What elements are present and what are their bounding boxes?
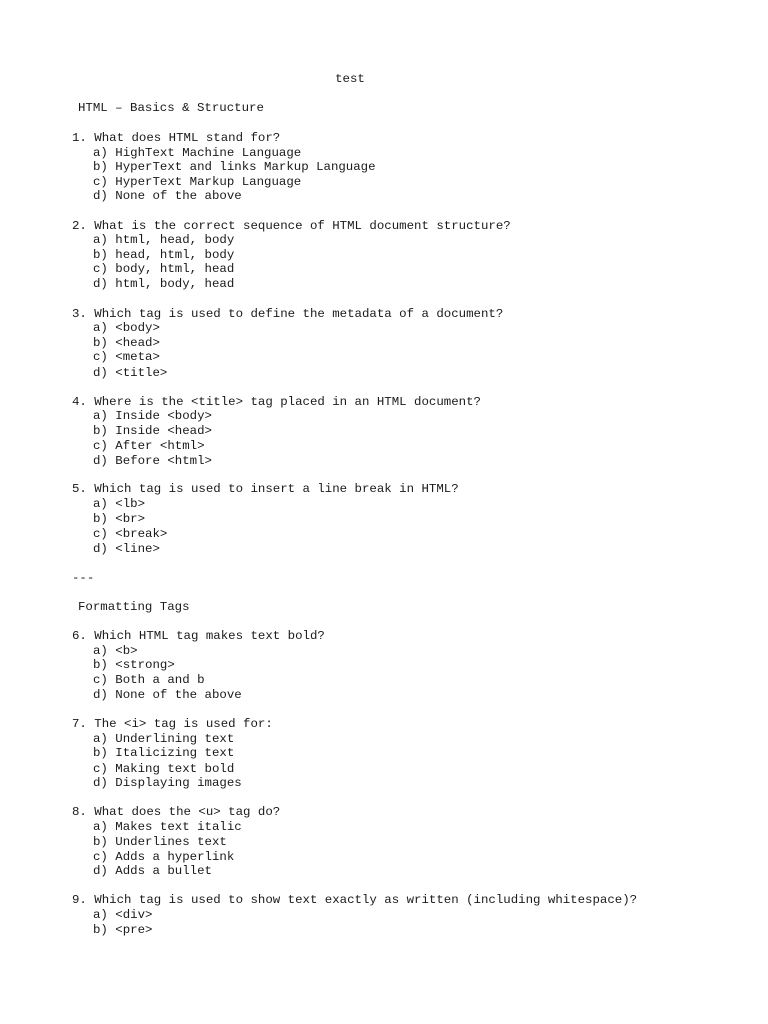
q5-option-d: d) <line> [93,542,160,556]
question-2: 2. What is the correct sequence of HTML document structure? [72,219,511,233]
q1-option-b: b) HyperText and links Markup Language [93,160,376,174]
q7-option-c: c) Making text bold [93,762,235,776]
question-4: 4. Where is the <title> tag placed in an HTML document? [72,395,481,409]
q2-option-d: d) html, body, head [93,277,235,291]
question-1: 1. What does HTML stand for? [72,131,281,145]
question-3: 3. Which tag is used to define the metadata of a document? [72,307,504,321]
question-6: 6. Which HTML tag makes text bold? [72,629,325,643]
question-5: 5. Which tag is used to insert a line break in HTML? [72,482,459,496]
q6-option-a: a) <b> [93,644,138,658]
q3-option-d: d) <title> [93,366,168,380]
q6-option-c: c) Both a and b [93,673,205,687]
q7-option-a: a) Underlining text [93,732,235,746]
q5-option-b: b) <br> [93,512,146,526]
section-heading-basics: HTML – Basics & Structure [78,101,264,115]
q6-option-b: b) <strong> [93,658,175,672]
q4-option-b: b) Inside <head> [93,424,212,438]
q1-option-c: c) HyperText Markup Language [93,175,302,189]
q3-option-a: a) <body> [93,321,160,335]
q3-option-c: c) <meta> [93,350,160,364]
q2-option-b: b) head, html, body [93,248,235,262]
separator: --- [72,571,95,585]
section-heading-formatting: Formatting Tags [78,600,190,614]
q1-option-d: d) None of the above [93,189,242,203]
q8-option-a: a) Makes text italic [93,820,242,834]
q4-option-c: c) After <html> [93,439,205,453]
question-8: 8. What does the <u> tag do? [72,805,281,819]
q5-option-c: c) <break> [93,527,168,541]
q2-option-c: c) body, html, head [93,262,235,276]
question-9: 9. Which tag is used to show text exactly as written (including whitespace)? [72,893,638,907]
q8-option-c: c) Adds a hyperlink [93,850,235,864]
q9-option-b: b) <pre> [93,923,153,937]
q3-option-b: b) <head> [93,336,160,350]
q1-option-a: a) HighText Machine Language [93,146,302,160]
q6-option-d: d) None of the above [93,688,242,702]
q4-option-d: d) Before <html> [93,454,212,468]
document-title: test [335,72,365,86]
q7-option-b: b) Italicizing text [93,746,235,760]
question-7: 7. The <i> tag is used for: [72,717,273,731]
q7-option-d: d) Displaying images [93,776,242,790]
q9-option-a: a) <div> [93,908,153,922]
q8-option-d: d) Adds a bullet [93,864,212,878]
q5-option-a: a) <lb> [93,497,146,511]
q4-option-a: a) Inside <body> [93,409,212,423]
q2-option-a: a) html, head, body [93,233,235,247]
q8-option-b: b) Underlines text [93,835,227,849]
